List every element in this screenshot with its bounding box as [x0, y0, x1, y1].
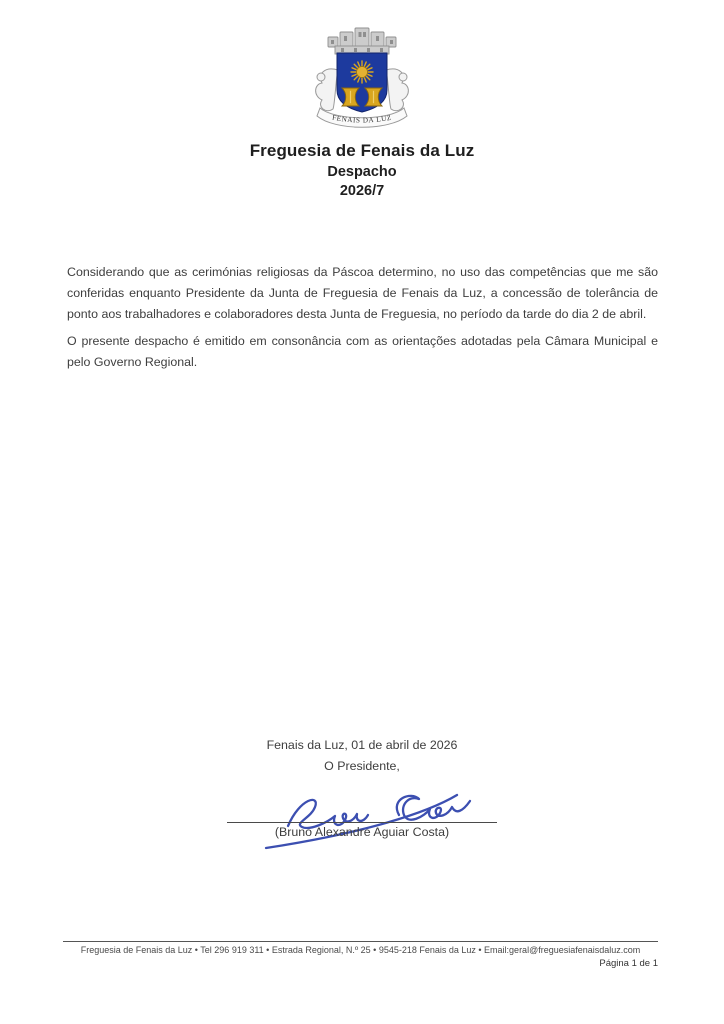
organization-title: Freguesia de Fenais da Luz: [249, 141, 475, 160]
document-number: 2026/7: [339, 183, 385, 199]
footer-contact-line: Freguesia de Fenais da Luz • Tel 296 919 311 • Estrada Regional, N.º 25 • 9545-218 Fenais da Luz • Email:geral@freguesiafenaisdaluz.com: [80, 945, 641, 955]
svg-text:FENAIS DA LUZ: [332, 114, 393, 125]
body-paragraph-1: Considerando que as cerimónias religiosas da Páscoa determino, no uso das competências que me são conferidas enquanto Presidente da Junta de Freguesia de Fenais da Luz, a concessão de tolerância de ponto aos trabalhadores e colaboradores desta Junta de Freguesia, no período da tarde do dia 2 de abril.: [67, 265, 658, 321]
coat-of-arms-graphic: [305, 20, 419, 130]
coat-of-arms: [305, 20, 419, 130]
body-paragraph-2: O presente despacho é emitido em consonância com as orientações adotadas pela Câmara Municipal e pelo Governo Regional.: [67, 334, 658, 369]
footer-divider: [63, 941, 658, 942]
signatory-title: O Presidente,: [324, 759, 400, 773]
document-type-heading: Despacho: [327, 164, 397, 180]
crest-banner-text: FENAIS DA LUZ: [331, 113, 393, 125]
document-body: [67, 262, 658, 373]
place-date-line: Fenais da Luz, 01 de abril de 2026: [266, 738, 458, 752]
page-indicator: Página 1 de 1: [599, 958, 658, 969]
signatory-name: (Bruno Alexandre Aguiar Costa): [274, 825, 450, 839]
sun-icon: [351, 61, 373, 83]
mural-crown-icon: [328, 28, 396, 54]
handwritten-signature: [242, 786, 482, 850]
signature-line: [227, 822, 497, 823]
